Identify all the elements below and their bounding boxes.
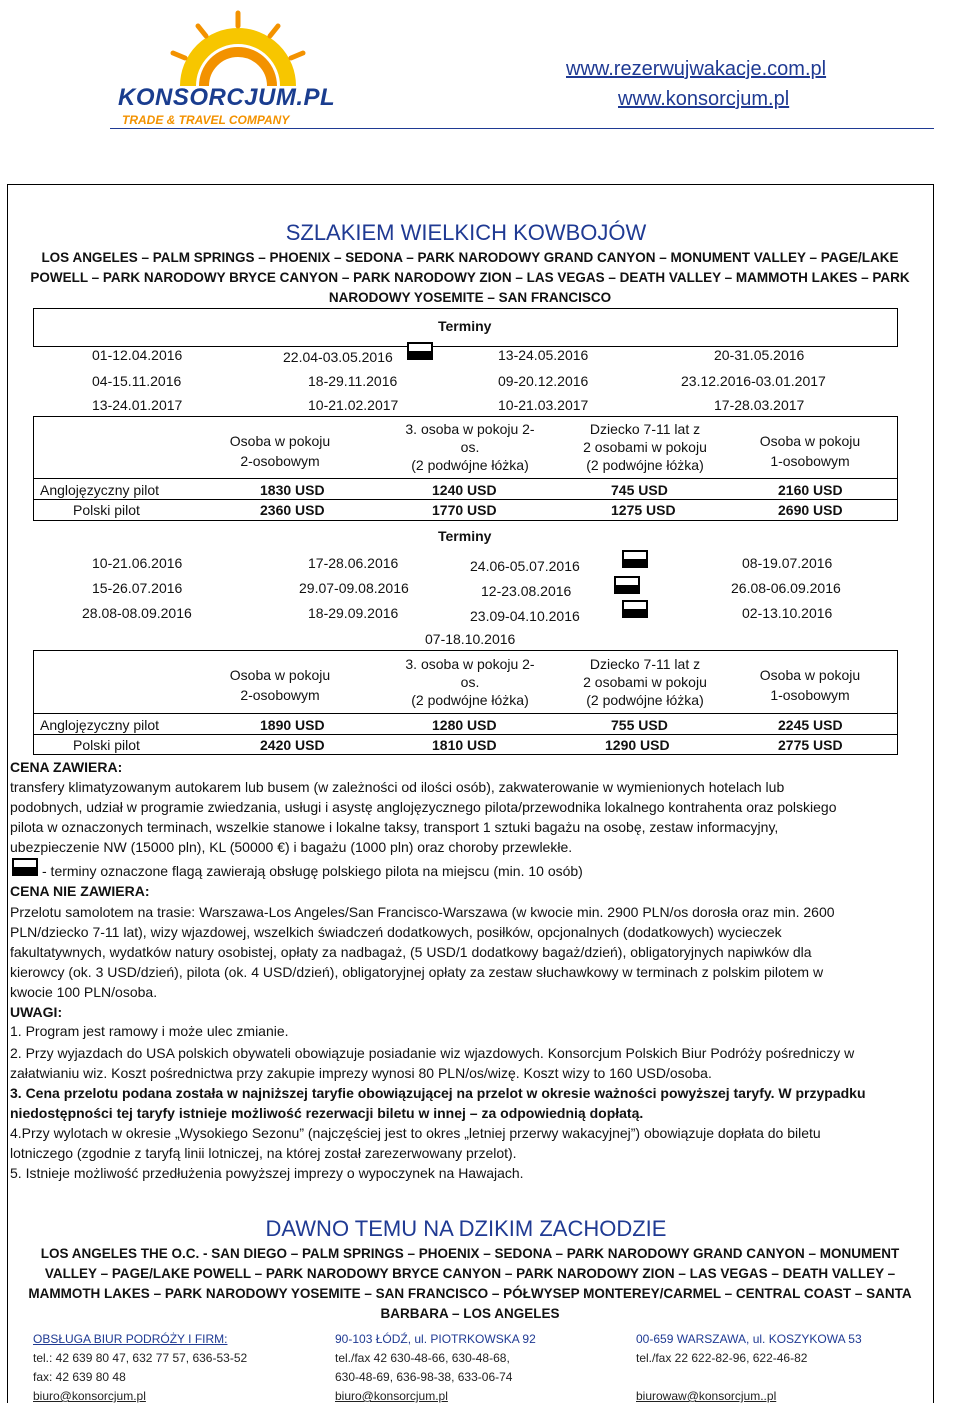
price-cell: 1290 USD <box>605 737 670 753</box>
trip2-route-line-4: BARBARA – LOS ANGELES <box>380 1306 560 1321</box>
note-3: niedostępności tej taryfy istnieje możliwość rezerwacji biletu w innej – za odpowiednią dopłatą. <box>10 1105 644 1121</box>
col-header-child: Dziecko 7-11 lat z 2 osobami w pokoju (2 podwójne łóżka) <box>583 656 707 708</box>
note-4: 4.Przy wylotach w okresie „Wysokiego Sezonu” (najczęściej jest to okres „letniej przerwy wakacyjnej”) obowiązuje dopłata do biletu <box>10 1125 821 1141</box>
row-label: Polski pilot <box>73 737 140 753</box>
col-header-double: Osoba w pokoju 2-osobowym <box>229 433 331 469</box>
note-5: 5. Istnieje możliwość przedłużenia powyższej imprezy o wypoczynek na Hawajach. <box>10 1165 524 1181</box>
excludes-line: Przelotu samolotem na trasie: Warszawa-Los Angeles/San Francisco-Warszawa (w kwocie min. 2900 PLN/os dorosła oraz min. 2600 <box>10 904 835 920</box>
col-header-third-person: 3. osoba w pokoju 2- os. (2 podwójne łóżka) <box>405 421 535 473</box>
date-cell: 23.12.2016-03.01.2017 <box>681 373 826 389</box>
polish-flag-icon <box>614 576 640 594</box>
excludes-heading: CENA NIE ZAWIERA: <box>10 883 150 899</box>
date-cell: 28.08-08.09.2016 <box>82 605 192 621</box>
includes-line: pilota w oznaczonych terminach, wszelkie stanowe i lokalne taksy, transport 1 sztuki bagażu na osobę, zestaw informacyjny, <box>10 819 779 835</box>
polish-flag-icon <box>407 342 433 360</box>
date-cell: 12-23.08.2016 <box>481 583 572 599</box>
footer-col-lodz: 90-103 ŁÓDŹ, ul. PIOTRKOWSKA 92 tel./fax 42 630-48-66, 630-48-68, 630-48-69, 636-98-38, 633-06-74 biuro@konsorcjum.pl <box>335 1330 625 1406</box>
trip1-route-line-1: LOS ANGELES – PALM SPRINGS – PHOENIX – SEDONA – PARK NARODOWY GRAND CANYON – MONUMENT VALLEY – PAGE/LAKE <box>41 250 899 265</box>
terms-label-1: Terminy <box>438 318 492 334</box>
col-header-child: Dziecko 7-11 lat z 2 osobami w pokoju (2 podwójne łóżka) <box>583 421 707 473</box>
date-cell: 29.07-09.08.2016 <box>299 580 409 596</box>
footer-title: 00-659 WARSZAWA, ul. KOSZYKOWA 53 <box>636 1332 862 1346</box>
note-1: 1. Program jest ramowy i może ulec zmianie. <box>10 1023 289 1039</box>
note-3: 3. Cena przelotu podana została w najniższej taryfie obowiązującej na przelot w okresie ważności powyższej taryfy. W przypadku <box>10 1085 866 1101</box>
col-header-single: Osoba w pokoju 1-osobowym <box>759 667 861 703</box>
date-cell: 20-31.05.2016 <box>714 347 805 363</box>
date-cell: 18-29.11.2016 <box>308 373 398 389</box>
price-cell: 1770 USD <box>432 502 497 518</box>
date-cell: 10-21.02.2017 <box>308 397 399 413</box>
polish-flag-icon <box>12 858 38 876</box>
row-label: Anglojęzyczny pilot <box>40 717 160 733</box>
trip2-title: DAWNO TEMU NA DZIKIM ZACHODZIE <box>265 1216 667 1241</box>
date-cell: 02-13.10.2016 <box>742 605 833 621</box>
price-cell: 1240 USD <box>432 482 497 498</box>
logo-tagline: TRADE & TRAVEL COMPANY <box>122 113 290 127</box>
excludes-line: kierowcy (ok. 3 USD/dzień), pilota (ok. 4 USD/dzień), obligatoryjnej opłaty za zestaw słuchawkowy w terminach z polskim pilotem w <box>10 964 824 980</box>
footer-col-office: OBSŁUGA BIUR PODRÓŻY I FIRM: tel.: 42 639 80 47, 632 77 57, 636-53-52 fax: 42 639 80 48 biuro@konsorcjum.pl <box>33 1330 323 1406</box>
row-label: Polski pilot <box>73 502 140 518</box>
date-cell: 15-26.07.2016 <box>92 580 183 596</box>
date-cell: 09-20.12.2016 <box>498 373 589 389</box>
date-cell: 17-28.06.2016 <box>308 555 399 571</box>
date-cell: 10-21.06.2016 <box>92 555 183 571</box>
note-2: załatwianiu wiz. Koszt pośrednictwa przy zakupie imprezy wynosi 80 PLN/os/wizę. Koszt wizy to 160 USD/osoba. <box>10 1065 712 1081</box>
includes-line: ubezpieczenie NW (15000 pln), KL (50000 €) i bagażu (1000 pln) oraz choroby przewlekłe. <box>10 839 573 855</box>
sun-logo-icon <box>118 8 328 88</box>
price-cell: 1275 USD <box>611 502 676 518</box>
trip2-route-line-1: LOS ANGELES THE O.C. - SAN DIEGO – PALM SPRINGS – PHOENIX – SEDONA – PARK NARODOWY GRAND CANYON – MONUMENT <box>40 1246 900 1261</box>
footer-title: OBSŁUGA BIUR PODRÓŻY I FIRM: <box>33 1332 228 1346</box>
footer-email-link[interactable]: biuro@konsorcjum.pl <box>33 1389 146 1403</box>
date-cell: 26.08-06.09.2016 <box>731 580 841 596</box>
date-cell: 17-28.03.2017 <box>714 397 805 413</box>
note-2: 2. Przy wyjazdach do USA polskich obywateli obowiązuje posiadanie wiz wjazdowych. Konsorcjum Polskich Biur Podróży pośredniczy w <box>10 1045 855 1061</box>
price-cell: 2160 USD <box>778 482 843 498</box>
polish-flag-icon <box>622 600 648 618</box>
date-cell: 07-18.10.2016 <box>425 631 516 647</box>
price-cell: 745 USD <box>611 482 668 498</box>
notes-heading: UWAGI: <box>10 1004 63 1020</box>
trip1-title: SZLAKIEM WIELKICH KOWBOJÓW <box>285 220 647 245</box>
price-cell: 2360 USD <box>260 502 325 518</box>
price-cell: 755 USD <box>611 717 668 733</box>
footer-title: 90-103 ŁÓDŹ, ul. PIOTRKOWSKA 92 <box>335 1332 536 1346</box>
col-header-double: Osoba w pokoju 2-osobowym <box>229 667 331 703</box>
trip2-route-line-3: MAMMOTH LAKES – PARK NARODOWY YOSEMITE – SAN FRANCISCO – PÓŁWYSEP MONTEREY/CARMEL – CENTRAL COAST – SANTA <box>28 1286 912 1301</box>
logo-text: KONSORCJUM.PL <box>118 84 336 111</box>
price-cell: 1280 USD <box>432 717 497 733</box>
flag-note: - terminy oznaczone flagą zawierają obsługę polskiego pilota na miejscu (min. 10 osób) <box>42 863 583 879</box>
link-rezerwujwakacje[interactable]: www.rezerwujwakacje.com.pl <box>566 58 827 80</box>
excludes-line: fakultatywnych, wydatków natury osobistej, opłaty za nadbagaż, (5 USD/1 dodatkowy bagaż/dzień), obligatoryjnych napiwków dla <box>10 944 812 960</box>
date-cell: 18-29.09.2016 <box>308 605 399 621</box>
col-header-single: Osoba w pokoju 1-osobowym <box>759 433 861 469</box>
date-cell: 10-21.03.2017 <box>498 397 589 413</box>
polish-flag-icon <box>622 550 648 568</box>
date-cell: 24.06-05.07.2016 <box>470 558 580 574</box>
excludes-line: PLN/dziecko 7-11 lat), wizy wjazdowej, wszelkich świadczeń dodatkowych, posiłków, opcjonalnych (dodatkowych) wycieczek <box>10 924 782 940</box>
includes-line: podobnych, udział w programie zwiedzania, usługi i asystę anglojęzycznego pilota/przewodnika lokalnego kontrahenta oraz polskiego <box>10 799 837 815</box>
includes-line: transfery klimatyzowanym autokarem lub busem (w zależności od ilości osób), zakwaterowanie w wymienionych hotelach lub <box>10 779 785 795</box>
price-cell: 1890 USD <box>260 717 325 733</box>
link-konsorcjum[interactable]: www.konsorcjum.pl <box>618 88 790 110</box>
date-cell: 04-15.11.2016 <box>92 373 182 389</box>
date-cell: 23.09-04.10.2016 <box>470 608 580 624</box>
price-cell: 2690 USD <box>778 502 843 518</box>
price-cell: 1810 USD <box>432 737 497 753</box>
includes-heading: CENA ZAWIERA: <box>10 759 123 775</box>
date-cell: 13-24.05.2016 <box>498 347 589 363</box>
footer-email-link[interactable]: biurowaw@konsorcjum..pl <box>636 1389 777 1403</box>
footer-col-warszawa: 00-659 WARSZAWA, ul. KOSZYKOWA 53 tel./fax 22 622-82-96, 622-46-82 biurowaw@konsorcjum..pl <box>636 1330 936 1406</box>
trip1-route-line-3: NARODOWY YOSEMITE – SAN FRANCISCO <box>328 290 612 305</box>
date-cell: 13-24.01.2017 <box>92 397 183 413</box>
logo <box>118 8 336 133</box>
date-cell: 22.04-03.05.2016 <box>283 349 393 365</box>
note-4: lotniczego (zgodnie z taryfą linii lotniczej, na której został zarezerwowany przelot). <box>10 1145 517 1161</box>
excludes-line: kwocie 100 PLN/osoba. <box>10 984 158 1000</box>
row-label: Anglojęzyczny pilot <box>40 482 160 498</box>
terms-label-2: Terminy <box>438 528 492 544</box>
price-cell: 1830 USD <box>260 482 325 498</box>
price-cell: 2775 USD <box>778 737 843 753</box>
footer-email-link[interactable]: biuro@konsorcjum.pl <box>335 1389 448 1403</box>
trip1-route-line-2: POWELL – PARK NARODOWY BRYCE CANYON – PARK NARODOWY ZION – LAS VEGAS – DEATH VALLEY – MAMMOTH LAKES – PARK <box>30 270 910 285</box>
date-cell: 01-12.04.2016 <box>92 347 183 363</box>
col-header-third-person: 3. osoba w pokoju 2- os. (2 podwójne łóżka) <box>405 656 535 708</box>
trip2-route-line-2: VALLEY – PAGE/LAKE POWELL – PARK NARODOWY BRYCE CANYON – PARK NARODOWY ZION – LAS VEGAS – DEATH VALLEY – <box>44 1266 896 1281</box>
price-cell: 2420 USD <box>260 737 325 753</box>
date-cell: 08-19.07.2016 <box>742 555 833 571</box>
header-rule <box>110 128 934 129</box>
price-cell: 2245 USD <box>778 717 843 733</box>
